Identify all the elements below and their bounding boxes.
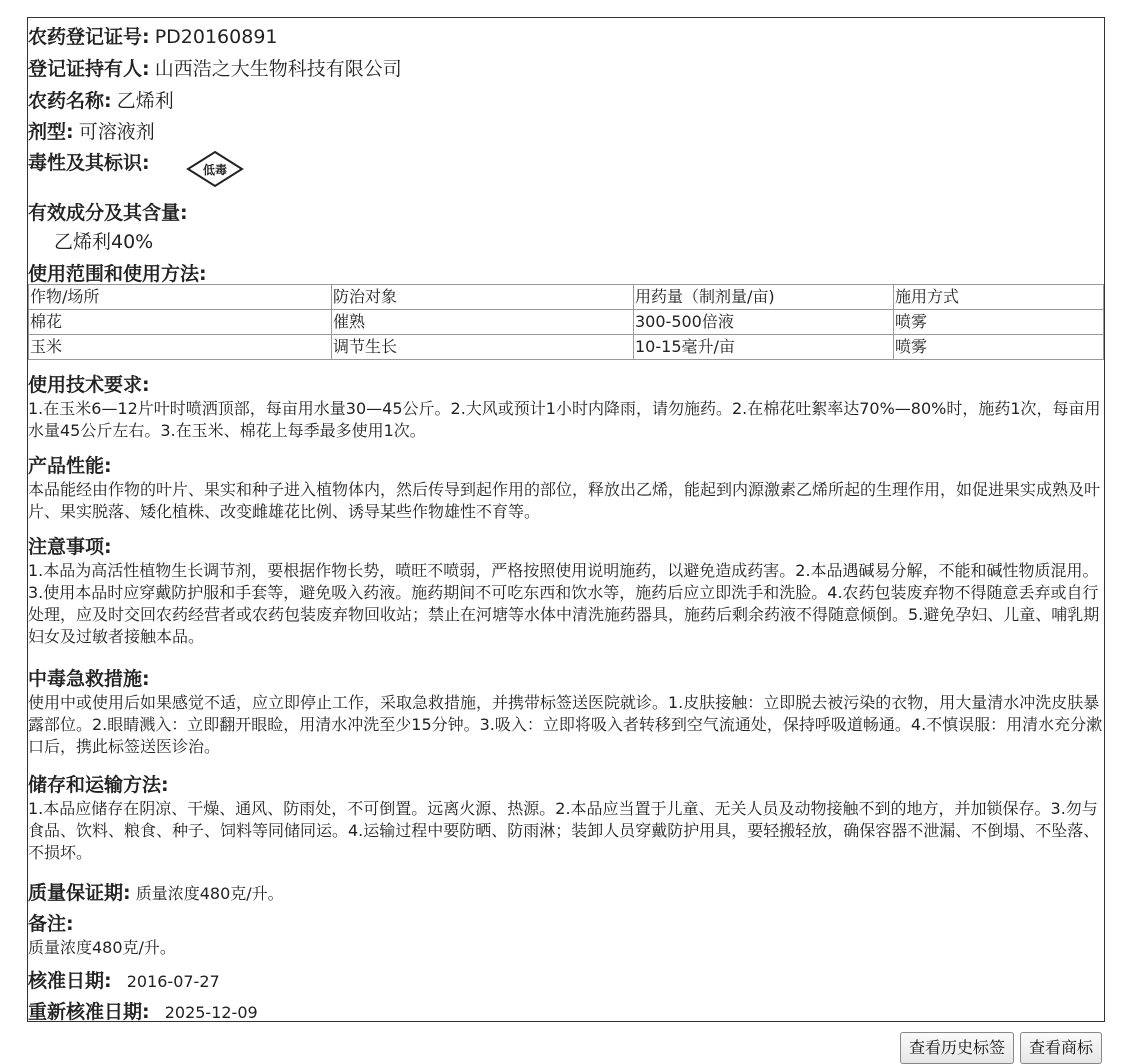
first-aid-heading bbox=[28, 664, 150, 691]
reg-no-label: 农药登记证号: bbox=[28, 26, 150, 48]
usage-table bbox=[28, 284, 1104, 360]
usage-cell: 10-15毫升/亩 bbox=[634, 335, 894, 360]
storage-label: 储存和运输方法: bbox=[28, 774, 169, 796]
holder-row bbox=[28, 54, 402, 81]
reg-no-row bbox=[28, 22, 278, 49]
cautions-label: 注意事项: bbox=[28, 536, 112, 558]
usage-heading bbox=[28, 259, 207, 286]
toxicity-row bbox=[28, 148, 150, 175]
usage-cell: 玉米 bbox=[29, 335, 332, 360]
low-toxicity-badge-text: 低毒 bbox=[202, 163, 228, 177]
holder-label: 登记证持有人: bbox=[28, 58, 150, 80]
technique-text: 1.在玉米6—12片叶时喷洒顶部，每亩用水量30—45公斤。2.大风或预计1小时内降雨，请勿施药。2.在棉花吐絮率达70%—80%时，施药1次，每亩用水量45公斤左右。3.在玉米、棉花上每季最多使用1次。 bbox=[28, 399, 1101, 440]
technique-label: 使用技术要求: bbox=[28, 374, 150, 396]
usage-table-header bbox=[29, 285, 1104, 310]
usage-cell: 喷雾 bbox=[894, 310, 1104, 335]
usage-cell: 调节生长 bbox=[332, 335, 634, 360]
approval-date-value: 2016-07-27 bbox=[126, 972, 220, 991]
reapproval-date-row bbox=[28, 997, 258, 1024]
technique-heading bbox=[28, 370, 150, 397]
remarks-heading bbox=[28, 909, 74, 936]
usage-header-target: 防治对象 bbox=[332, 285, 634, 310]
performance-heading bbox=[28, 451, 112, 478]
performance-label: 产品性能: bbox=[28, 455, 112, 477]
label-actions bbox=[900, 1032, 1102, 1064]
reapproval-date-value: 2025-12-09 bbox=[164, 1003, 258, 1022]
formulation-label: 剂型: bbox=[28, 121, 74, 143]
usage-label: 使用范围和使用方法: bbox=[28, 263, 207, 285]
ingredient-value: 乙烯利40% bbox=[54, 231, 154, 253]
table-row bbox=[29, 310, 1104, 335]
usage-header-dosage: 用药量（制剂量/亩) bbox=[634, 285, 894, 310]
holder-value: 山西浩之大生物科技有限公司 bbox=[154, 58, 402, 80]
table-row bbox=[29, 335, 1104, 360]
usage-cell: 催熟 bbox=[332, 310, 634, 335]
usage-header-method: 施用方式 bbox=[894, 285, 1104, 310]
name-value: 乙烯利 bbox=[116, 90, 174, 112]
reapproval-date-label: 重新核准日期: bbox=[28, 1001, 150, 1023]
formulation-row bbox=[28, 117, 155, 144]
warranty-label: 质量保证期: bbox=[28, 882, 131, 904]
name-row bbox=[28, 86, 174, 113]
performance-text: 本品能经由作物的叶片、果实和种子进入植物体内，然后传导到起作用的部位，释放出乙烯，能起到内源激素乙烯所起的生理作用，如促进果实成熟及叶片、果实脱落、矮化植株、改变雌雄花比例、诱导某些作物雄性不育等。 bbox=[28, 480, 1101, 521]
usage-cell: 喷雾 bbox=[894, 335, 1104, 360]
formulation-value: 可溶液剂 bbox=[78, 121, 155, 143]
name-label: 农药名称: bbox=[28, 90, 112, 112]
ingredient-row bbox=[28, 198, 188, 225]
view-trademark-button[interactable]: 查看商标 bbox=[1020, 1032, 1102, 1064]
low-toxicity-badge-icon bbox=[186, 150, 244, 188]
warranty-row bbox=[28, 878, 284, 905]
first-aid-text: 使用中或使用后如果感觉不适，应立即停止工作，采取急救措施，并携带标签送医院就诊。1.皮肤接触：立即脱去被污染的衣物，用大量清水冲洗皮肤暴露部位。2.眼睛溅入：立即翻开眼睑，用清水冲洗至少15分钟。3.吸入：立即将吸入者转移到空气流通处，保持呼吸道畅通。4.不慎误服：用清水充分漱口后，携此标签送医诊治。 bbox=[28, 693, 1103, 756]
warranty-value: 质量浓度480克/升。 bbox=[135, 884, 284, 903]
toxicity-label: 毒性及其标识: bbox=[28, 152, 150, 174]
approval-date-label: 核准日期: bbox=[28, 970, 112, 992]
remarks-text: 质量浓度480克/升。 bbox=[28, 938, 176, 957]
cautions-heading bbox=[28, 532, 112, 559]
usage-cell: 棉花 bbox=[29, 310, 332, 335]
ingredient-label: 有效成分及其含量: bbox=[28, 202, 188, 224]
view-history-label-button[interactable]: 查看历史标签 bbox=[900, 1032, 1014, 1064]
storage-heading bbox=[28, 770, 169, 797]
usage-header-crop: 作物/场所 bbox=[29, 285, 332, 310]
reg-no-value: PD20160891 bbox=[154, 26, 278, 48]
storage-text: 1.本品应储存在阴凉、干燥、通风、防雨处，不可倒置。远离火源、热源。2.本品应当置于儿童、无关人员及动物接触不到的地方，并加锁保存。3.勿与食品、饮料、粮食、种子、饲料等同储同运。4.运输过程中要防晒、防雨淋；装卸人员穿戴防护用具，要轻搬轻放，确保容器不泄漏、不倒塌、不坠落、不损坏。 bbox=[28, 799, 1100, 862]
first-aid-label: 中毒急救措施: bbox=[28, 668, 150, 690]
usage-cell: 300-500倍液 bbox=[634, 310, 894, 335]
remarks-label: 备注: bbox=[28, 913, 74, 935]
cautions-text: 1.本品为高活性植物生长调节剂，要根据作物长势，喷旺不喷弱，严格按照使用说明施药，以避免造成药害。2.本品遇碱易分解，不能和碱性物质混用。3.使用本品时应穿戴防护服和手套等，避免吸入药液。施药期间不可吃东西和饮水等，施药后应立即洗手和洗脸。4.农药包装废弃物不得随意丢弃或自行处理，应及时交回农药经营者或农药包装废弃物回收站；禁止在河塘等水体中清洗施药器具，施药后剩余药液不得随意倾倒。5.避免孕妇、儿童、哺乳期妇女及过敏者接触本品。 bbox=[28, 561, 1100, 646]
ingredient-value-row bbox=[54, 227, 153, 254]
approval-date-row bbox=[28, 966, 220, 993]
